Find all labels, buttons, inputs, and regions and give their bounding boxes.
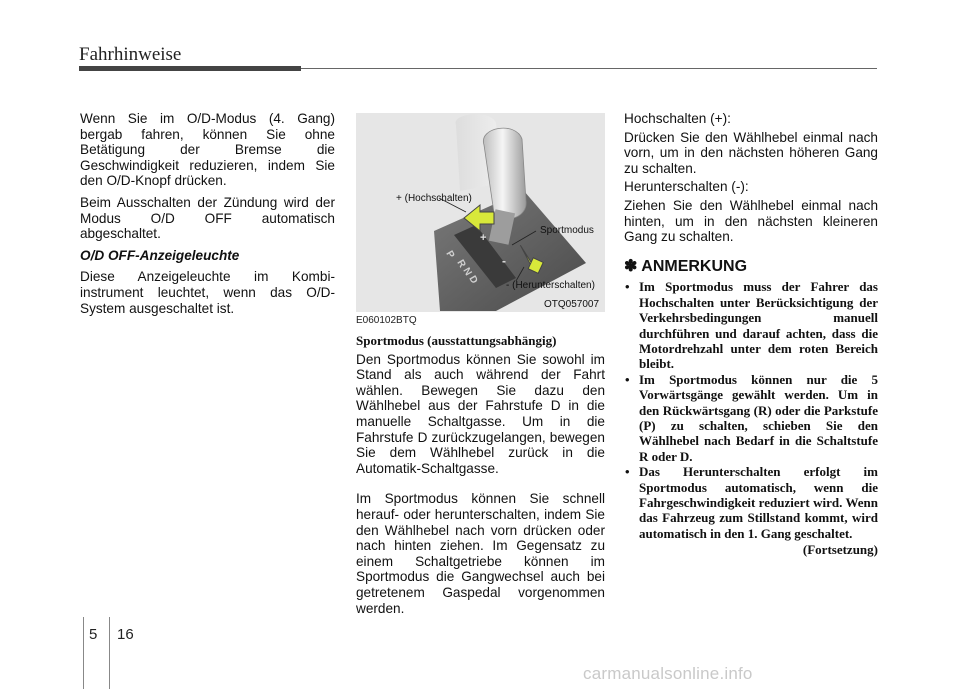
note-list [624, 279, 878, 541]
column-1 [80, 111, 335, 322]
herunterschalten-heading: Herunterschalten (-): [624, 179, 749, 195]
hochschalten-heading: Hochschalten (+): [624, 111, 731, 126]
label-hochschalten: + (Hochschalten) [396, 193, 472, 204]
page-number: 16 [117, 626, 134, 643]
gate-letter-n: N [460, 266, 474, 278]
gear-shift-figure [356, 113, 605, 312]
col1-paragraph-3: Diese Anzeigeleuchte im Kombi-instrument leuchtet, wenn das O/D-System ausgeschaltet ist. [80, 269, 335, 316]
gate-letter-d: D [466, 274, 480, 286]
column-2 [356, 333, 605, 622]
sportmodus-title: Sportmodus (ausstattungsabhängig) [356, 333, 557, 348]
note-item-1: • Im Sportmodus muss der Fahrer das Hochschalten unter Berücksichtigung der Verkehrsbedingungen manuell durchführen und darauf achten, dass die Motordrehzahl unter dem roten Bereich bleibt. [624, 279, 878, 371]
footer-line-mid [109, 617, 110, 689]
note-heading: ✽ ANMERKUNG [624, 257, 748, 275]
gear-shift-illustration [356, 113, 605, 312]
section-number: 5 [89, 626, 98, 643]
header-rule-thick [79, 66, 301, 71]
label-sportmodus: Sportmodus [540, 225, 594, 236]
gate-plus: + [480, 232, 487, 244]
hochschalten-text: Drücken Sie den Wählhebel einmal nach vorn, um in den nächsten höheren Gang zu schalten. [624, 129, 878, 176]
col2-paragraph-2: Im Sportmodus können Sie schnell herauf- oder herunterschalten, indem Sie den Wählhebel nach vorn drücken oder nach hinten ziehen. Im Gegensatz zu einem Schaltgetriebe können im Sportmodus die Gangwechsel auch bei getretenem Gaspedal vorgenommen werden. [356, 491, 605, 616]
page-header-title: Fahrhinweise [79, 44, 182, 65]
gate-letter-r: R [454, 258, 468, 270]
column-3 [624, 111, 878, 558]
note-item-3: • Das Herunterschalten erfolgt im Sportmodus automatisch, wenn die Fahrgeschwindigkeit reduziert wird. Wenn das Fahrzeug zum Stillstand kommt, wird automatisch in den 1. Gang geschaltet. [624, 464, 878, 541]
col1-subheading: O/D OFF-Anzeigeleuchte [80, 247, 240, 263]
gate-letter-p: P [443, 249, 457, 261]
col2-paragraph-1: Den Sportmodus können Sie sowohl im Stand als auch während der Fahrt wählen. Bewegen Sie dazu den Wählhebel aus der Fahrstufe D in die manuelle Schaltgasse. Um in die Fahrstufe D zurückzugelangen, bewegen Sie dem Wählhebel zurück in die Automatik-Schaltgasse. [356, 351, 605, 476]
figure-caption-code: E060102BTQ [356, 315, 417, 326]
note-item-2: • Im Sportmodus können nur die 5 Vorwärtsgänge gewählt werden. Um in den Rückwärtsgang (R) oder die Parkstufe (P) zu schalten, schieben Sie den Wählhebel nach Bedarf in die Schaltstufe R oder D. [624, 372, 878, 464]
col1-paragraph-2: Beim Ausschalten der Zündung wird der Modus O/D OFF automatisch abgeschaltet. [80, 194, 335, 242]
figure-image-code: OTQ057007 [544, 299, 600, 310]
continued-note: (Fortsetzung) [802, 542, 878, 558]
herunterschalten-text: Ziehen Sie den Wählhebel einmal nach hinten, um in den nächsten kleineren Gang zu schalten. [624, 197, 878, 245]
header-rule-thin [301, 68, 877, 69]
label-herunterschalten: - (Herunterschalten) [506, 280, 595, 291]
gate-minus: - [502, 254, 506, 268]
col1-paragraph-1: Wenn Sie im O/D-Modus (4. Gang) bergab fahren, können Sie ohne Betätigung der Bremse die Geschwindigkeit reduzieren, indem Sie den O/D-Knopf drücken. [80, 111, 335, 189]
footer-line-left [83, 617, 84, 689]
watermark: carmanualsonline.info [583, 664, 753, 683]
